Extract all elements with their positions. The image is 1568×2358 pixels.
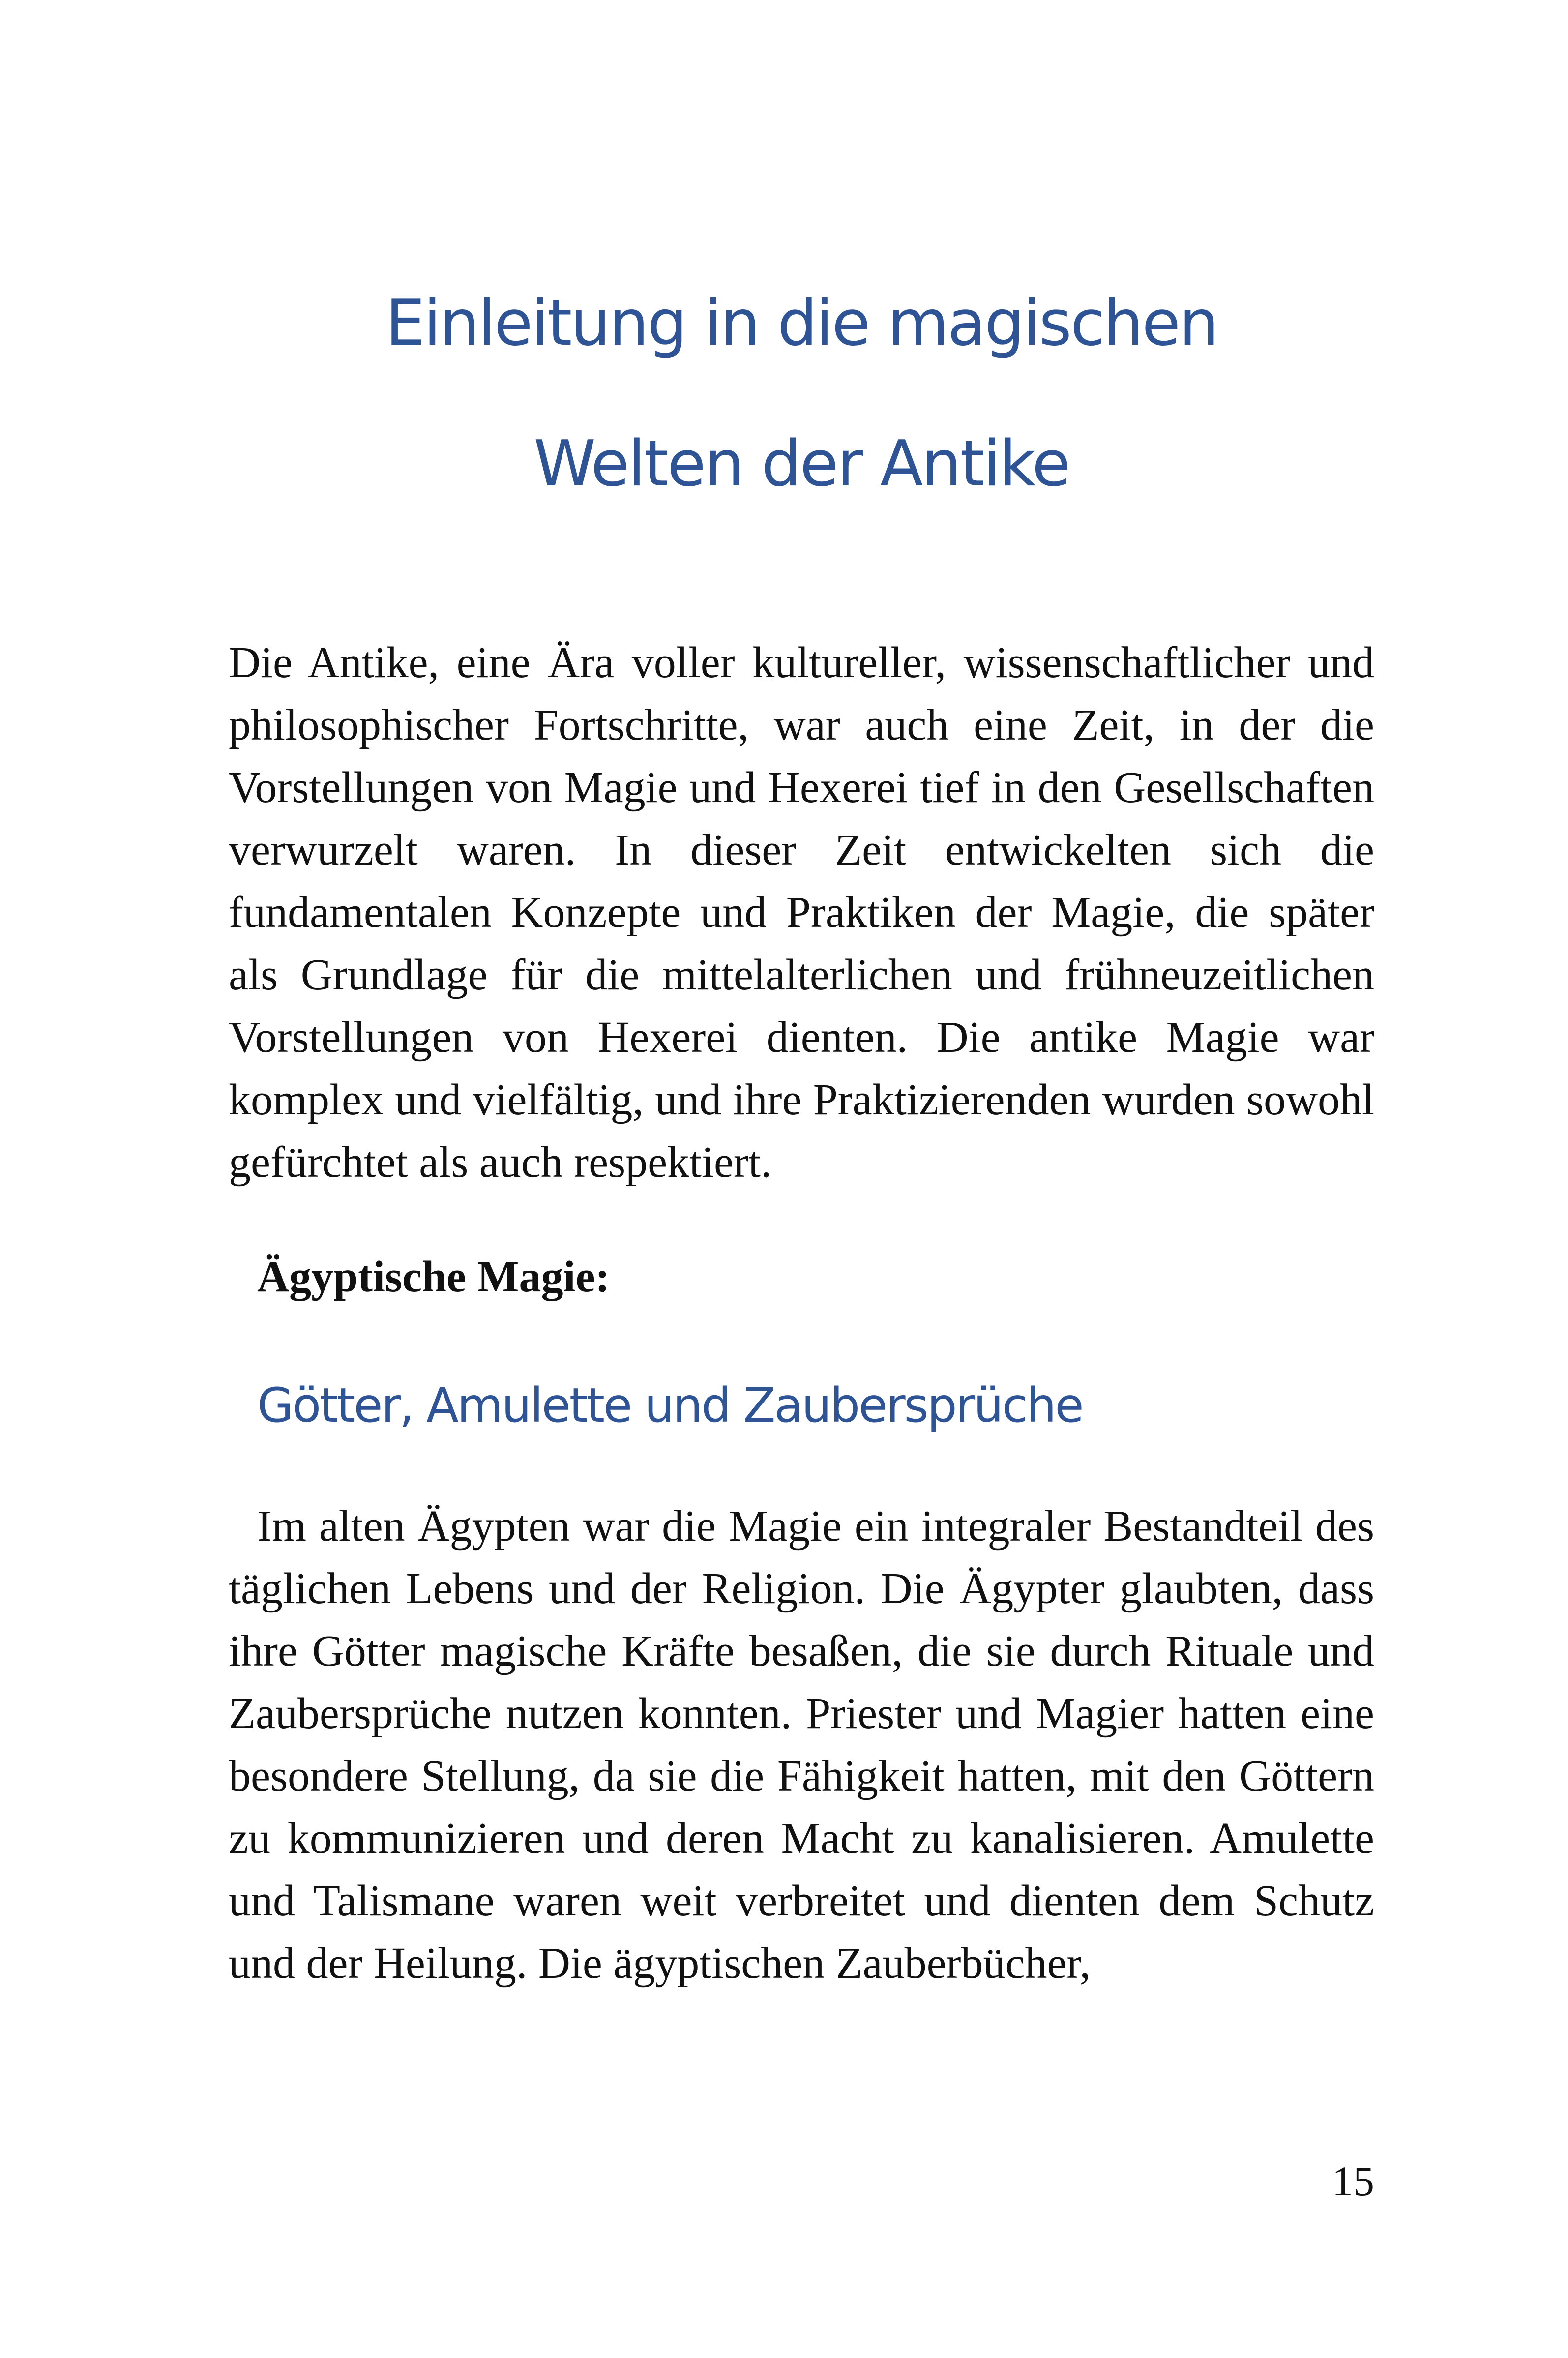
section-heading: Ägyptische Magie: (257, 1253, 610, 1301)
intro-paragraph: Die Antike, eine Ära voller kultureller, wissenschaftlicher und philosophischer Fortschritte, war auch eine Zeit, in der die Vorstellungen von Magie und Hexerei tief in den Gesellschaften verwurzelt waren. In dieser Zeit entwickelten sich die fundamentalen Konzepte und Praktiken der Magie, die später als Grundlage für die mittelalterlichen und frühneuzeitlichen Vorstellungen von Hexerei dienten. Die antike Magie war komplex und vielfältig, und ihre Praktizierenden wurden sowohl gefürchtet als auch respektiert. (229, 638, 1374, 1187)
page-number: 15 (1332, 2157, 1374, 2205)
chapter-title-line-1: Einleitung in die magischen (385, 287, 1218, 360)
body-paragraph: Im alten Ägypten war die Magie ein integraler Bestandteil des täglichen Lebens und der Religion. Die Ägypter glaubten, dass ihre Götter magische Kräfte besaßen, die sie durch Rituale und Zaubersprüche nutzen konnten. Priester und Magier hatten eine besondere Stellung, da sie die Fähigkeit hatten, mit den Göttern zu kommunizieren und deren Macht zu kanalisieren. Amulette und Talismane waren weit verbreitet und dienten dem Schutz und der Heilung. Die ägyptischen Zauberbücher, (229, 1502, 1374, 1988)
section-subheading: Götter, Amulette und Zaubersprüche (257, 1378, 1083, 1433)
chapter-title-line-2: Welten der Antike (533, 427, 1069, 501)
